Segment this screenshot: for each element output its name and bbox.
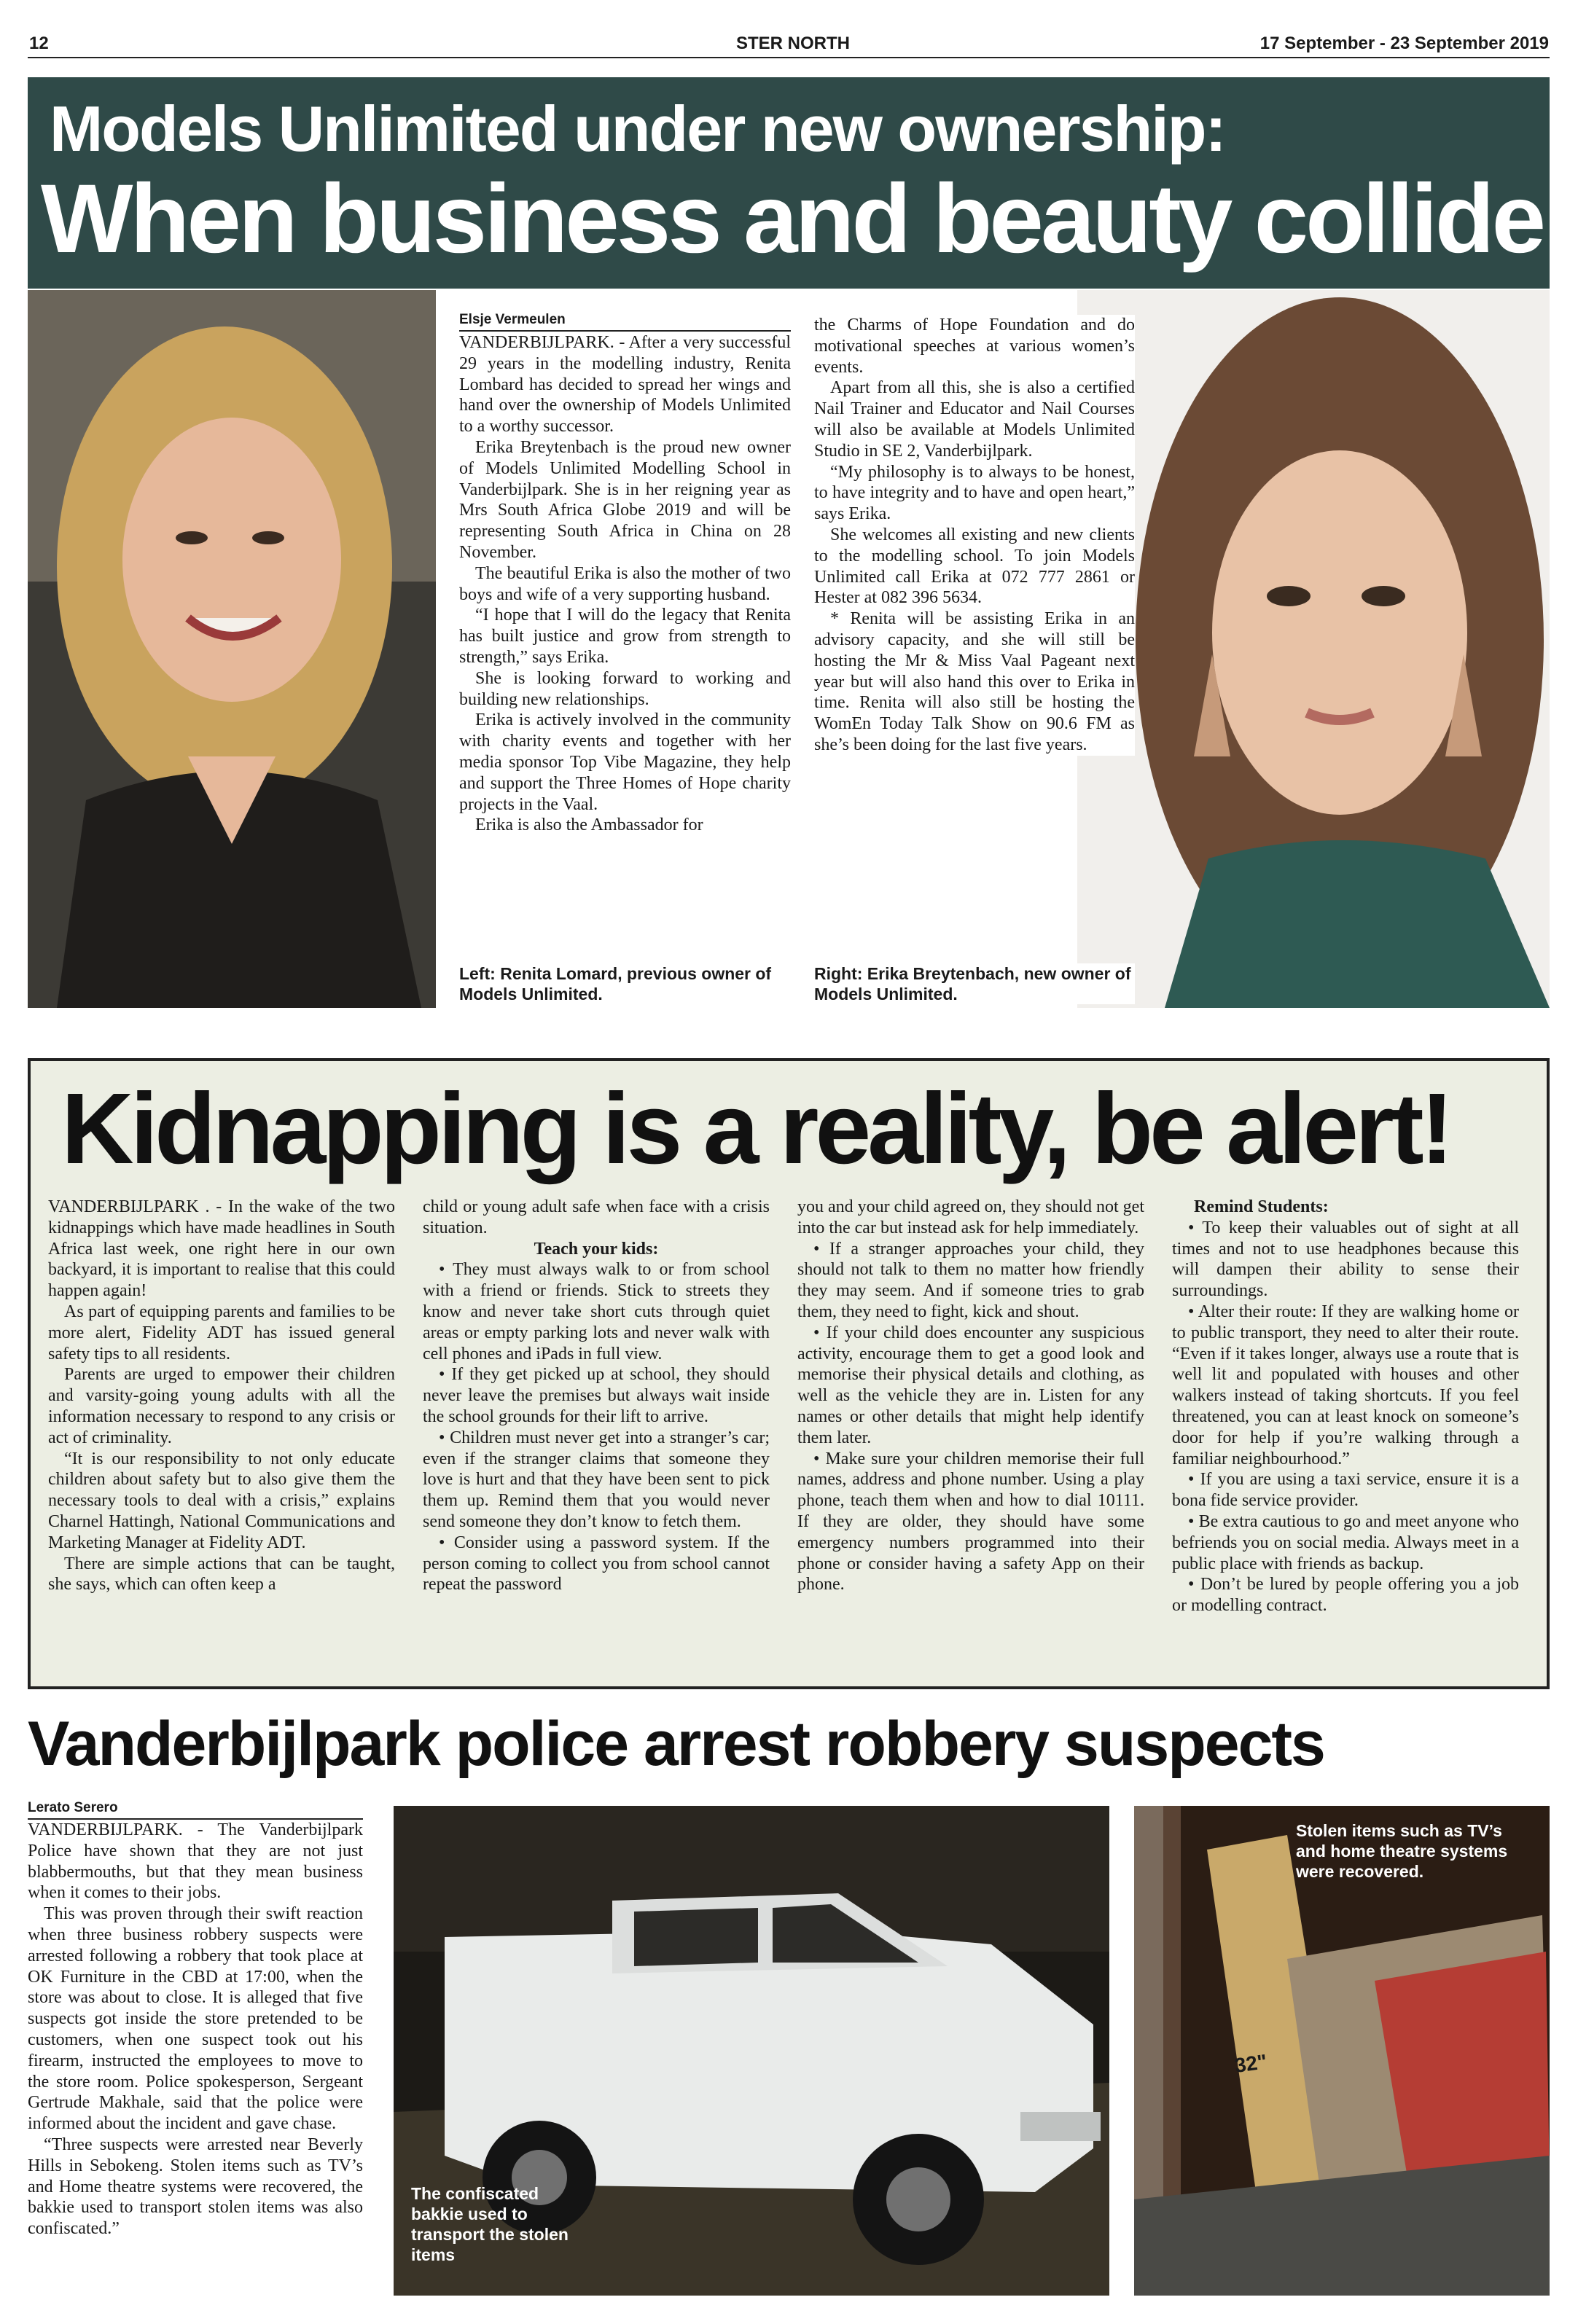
paragraph: • Children must never get into a stranger’s car; even if the stranger claims that someone they love is hurt and that they have been sent to pick them up. Remind them that you would never send someone they don’t know to fetch them.	[423, 1428, 770, 1531]
article2-column1	[48, 1197, 395, 1595]
subheading-remind-students: Remind Students:	[1194, 1197, 1329, 1216]
paragraph: • To keep their valuables out of sight at all times and not to use headphones because this will dampen their ability to sense their surroundings.	[1172, 1218, 1519, 1301]
paragraph: Erika is also the Ambassador for	[475, 815, 703, 835]
headline-banner	[28, 77, 1550, 289]
paragraph: Apart from all this, she is also a certified Nail Trainer and Educator and Nail Courses will also be available at Models Unlimited Studio in SE 2, Vanderbijlpark.	[814, 378, 1135, 461]
paragraph: • If a stranger approaches your child, they should not talk to them no matter how friendly they may seem. And if someone tries to grab them, they need to fight, kick and shout.	[797, 1239, 1144, 1321]
paragraph: • Make sure your children memorise their full names, address and phone number. Using a play phone, teach them when and how to dial 10111. If they are older, they should have some emergency numbers programmed into their phone or consider having a safety App on their phone.	[797, 1449, 1144, 1595]
paragraph: “I hope that I will do the legacy that Renita has built justice and grow from strength to strength,” says Erika.	[459, 606, 791, 667]
paragraph: VANDERBIJLPARK. - The Vanderbijlpark Police have shown that they are not just blabbermouths, but that they mean business when it comes to their jobs.	[28, 1820, 363, 1903]
paragraph: • If they get picked up at school, they should never leave the premises but always wait inside the school grounds for their lift to arrive.	[423, 1365, 770, 1426]
caption-stolen-items: Stolen items such as TV’s and home theatre systems were recovered.	[1296, 1821, 1508, 1881]
article3-column1	[28, 1820, 363, 2239]
photo-renita	[28, 290, 436, 1008]
kidnapping-box	[28, 1058, 1550, 1689]
paragraph: * Renita will be assisting Erika in an advisory capacity, and she will still be hosting the Mr & Miss Vaal Pageant next year but will also hand this over to Erika in time. Renita will also still be hosting the WomEn Today Talk Show on 90.6 FM as she’s been doing for the last five years.	[814, 609, 1135, 754]
paragraph: • Alter their route: If they are walking home or to public transport, they need to alter their route. “Even if it takes longer, always use a route that is well lit and populated with houses and other walkers instead of taking shortcuts. If you feel threatened, you can at least knock on someone’s door for help if you’re walking through a familiar neighbourhood.”	[1172, 1302, 1519, 1468]
paragraph: the Charms of Hope Foundation and do motivational speeches at various women’s events.	[814, 316, 1135, 377]
publication-name: STER NORTH	[736, 34, 850, 53]
caption-bakkie: The confiscated bakkie used to transport the stolen items	[411, 2184, 569, 2264]
paragraph: • If you are using a taxi service, ensure it is a bona fide service provider.	[1172, 1470, 1519, 1511]
robbery-headline: Vanderbijlpark police arrest robbery suspects	[28, 1709, 1324, 1779]
issue-date: 17 September - 23 September 2019	[1259, 34, 1549, 53]
paragraph: “Three suspects were arrested near Beverly Hills in Sebokeng. Stolen items such as TV’s and Home theatre systems were recovered, the bakkie used to transport stolen items was also confiscated.”	[28, 2135, 363, 2239]
box-label: 32"	[1233, 2050, 1269, 2077]
header-rule	[28, 57, 1550, 58]
paragraph: She is looking forward to working and building new relationships.	[459, 668, 791, 709]
paragraph: • Be extra cautious to go and meet anyone who befriends you on social media. Always meet in a public place with friends as backup.	[1172, 1511, 1519, 1573]
paragraph: child or young adult safe when face with a crisis situation.	[423, 1197, 770, 1237]
photo-erika	[1077, 290, 1550, 1008]
paragraph: This was proven through their swift reaction when three business robbery suspects were arrested following a robbery that took place at OK Furniture in the CBD at 17:00, when the store was about to close. It is alleged that five suspects got inside the store pretended to be customers, when one suspect took out his firearm, instructed the employees to move to the store room. Police spokesperson, Sergeant Gertrude Makhale, said that the police were informed about the incident and gave chase.	[28, 1904, 363, 2134]
byline-elsje: Elsje Vermeulen	[459, 312, 791, 332]
kidnapping-headline: Kidnapping is a reality, be alert!	[61, 1073, 1450, 1185]
caption-left: Left: Renita Lomard, previous owner of Models Unlimited.	[459, 964, 772, 1003]
photo-stolen-items	[1134, 1806, 1550, 2296]
article2-column4	[1172, 1197, 1519, 1616]
paragraph: • They must always walk to or from school with a friend or friends. Stick to streets they know and never take short cuts through quiet areas or empty parking lots and never walk with cell phones and iPads in full view.	[423, 1260, 770, 1364]
article2-column3	[797, 1197, 1144, 1595]
paragraph: She welcomes all existing and new clients to the modelling school. To join Models Unlimited call Erika at 072 777 2861 or Hester at 082 396 5634.	[814, 525, 1135, 608]
page-number: 12	[29, 34, 49, 53]
paragraph: • Don’t be lured by people offering you a job or modelling contract.	[1172, 1575, 1519, 1616]
paragraph: As part of equipping parents and families to be more alert, Fidelity ADT has issued general safety tips to all residents.	[48, 1302, 395, 1364]
paragraph: VANDERBIJLPARK. - After a very successful 29 years in the modelling industry, Renita Lombard has decided to spread her wings and hand over the ownership of Models Unlimited to a worthy successor.	[459, 333, 791, 437]
paragraph: “It is our responsibility to not only educate children about safety but to also give them the necessary tools to deal with a crisis,” explains Charnel Hattingh, National Communications and Marketing Manager at Fidelity ADT.	[48, 1449, 395, 1552]
paragraph: • If your child does encounter any suspicious activity, encourage them to get a good look and memorise their physical details and clothing, as well as the vehicle they are in. Listen for any names or other details that might help identify them later.	[797, 1323, 1144, 1447]
paragraph: Erika is actively involved in the community with charity events and together with her media sponsor Top Vibe Magazine, they help and support the Three Homes of Hope charity projects in the Vaal.	[459, 711, 791, 814]
article1-column2	[814, 315, 1135, 756]
paragraph: VANDERBIJLPARK . - In the wake of the two kidnappings which have made headlines in South Africa last week, one right here in our own backyard, it is important to realise that this could happen again!	[48, 1197, 395, 1301]
headline-kicker: Models Unlimited under new ownership:	[50, 93, 1225, 165]
caption-right: Right: Erika Breytenbach, new owner of Models Unlimited.	[814, 963, 1135, 1004]
byline-lerato: Lerato Serero	[28, 1800, 363, 1820]
paragraph: Erika Breytenbach is the proud new owner of Models Unlimited Modelling School in Vanderbijlpark. She is in her reigning year as Mrs South Africa Globe 2019 and will be representing South Africa in China on 28 November.	[459, 437, 791, 562]
headline-main: When business and beauty collide	[41, 165, 1544, 273]
photo-bakkie	[394, 1806, 1109, 2296]
article2-column2	[423, 1197, 770, 1595]
paragraph: you and your child agreed on, they should not get into the car but instead ask for help immediately.	[797, 1197, 1144, 1237]
subheading-teach-kids: Teach your kids:	[534, 1239, 659, 1259]
paragraph: Parents are urged to empower their children and varsity-going young adults with all the information necessary to respond to any crisis or act of criminality.	[48, 1365, 395, 1447]
paragraph: The beautiful Erika is also the mother of two boys and wife of a very supporting husband.	[459, 563, 791, 604]
article1-column1	[459, 332, 791, 836]
paragraph: “My philosophy is to always to be honest, to have integrity and to have and open heart,” says Erika.	[814, 462, 1135, 524]
paragraph: There are simple actions that can be taught, she says, which can often keep a	[48, 1554, 395, 1595]
paragraph: • Consider using a password system. If the person coming to collect you from school cannot repeat the password	[423, 1533, 770, 1595]
